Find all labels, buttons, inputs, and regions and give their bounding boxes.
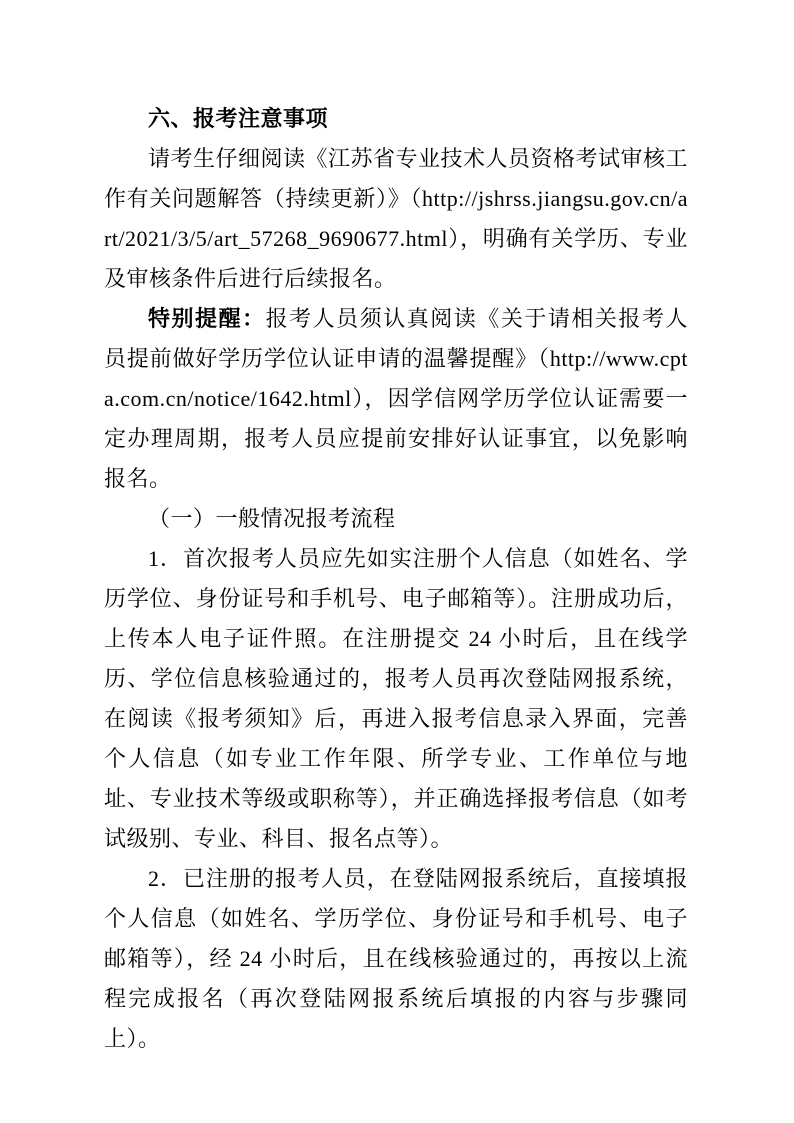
paragraph-step-2: 2．已注册的报考人员，在登陆网报系统后，直接填报个人信息（如姓名、学历学位、身份证号和手机号、电子邮箱等），经 24 小时后，且在线核验通过的，再按以上流程完成报名（再次登陆网报系统后填报的内容与步骤同上）。 [104, 866, 688, 1051]
document-body [104, 99, 688, 1059]
special-reminder-label: 特别提醒： [148, 306, 266, 331]
subsection-heading: （一）一般情况报考流程 [148, 506, 396, 531]
paragraph-intro: 请考生仔细阅读《江苏省专业技术人员资格考试审核工作有关问题解答（持续更新）》（http://jshrss.jiangsu.gov.cn/art/2021/3/5/art_57268_9690677.html），明确有关学历、专业及审核条件后进行后续报名。 [104, 146, 689, 291]
section-heading: 六、报考注意事项 [148, 106, 329, 131]
special-reminder-text: 报考人员须认真阅读《关于请相关报考人员提前做好学历学位认证申请的温馨提醒》（http://www.cpta.com.cn/notice/1642.html），因学信网学历学位认证需要一定办理周期，报考人员应提前安排好认证事宜，以免影响报名。 [104, 306, 688, 491]
paragraph-special-reminder [104, 299, 688, 499]
paragraph-step-1: 1．首次报考人员应先如实注册个人信息（如姓名、学历学位、身份证号和手机号、电子邮箱等）。注册成功后，上传本人电子证件照。在注册提交 24 小时后，且在线学历、学位信息核验通过的，报考人员再次登陆网报系统，在阅读《报考须知》后，再进入报考信息录入界面，完善个人信息（如专业工作年限、所学专业、工作单位与地址、专业技术等级或职称等），并正确选择报考信息（如考试级别、专业、科目、报名点等）。 [104, 546, 688, 851]
